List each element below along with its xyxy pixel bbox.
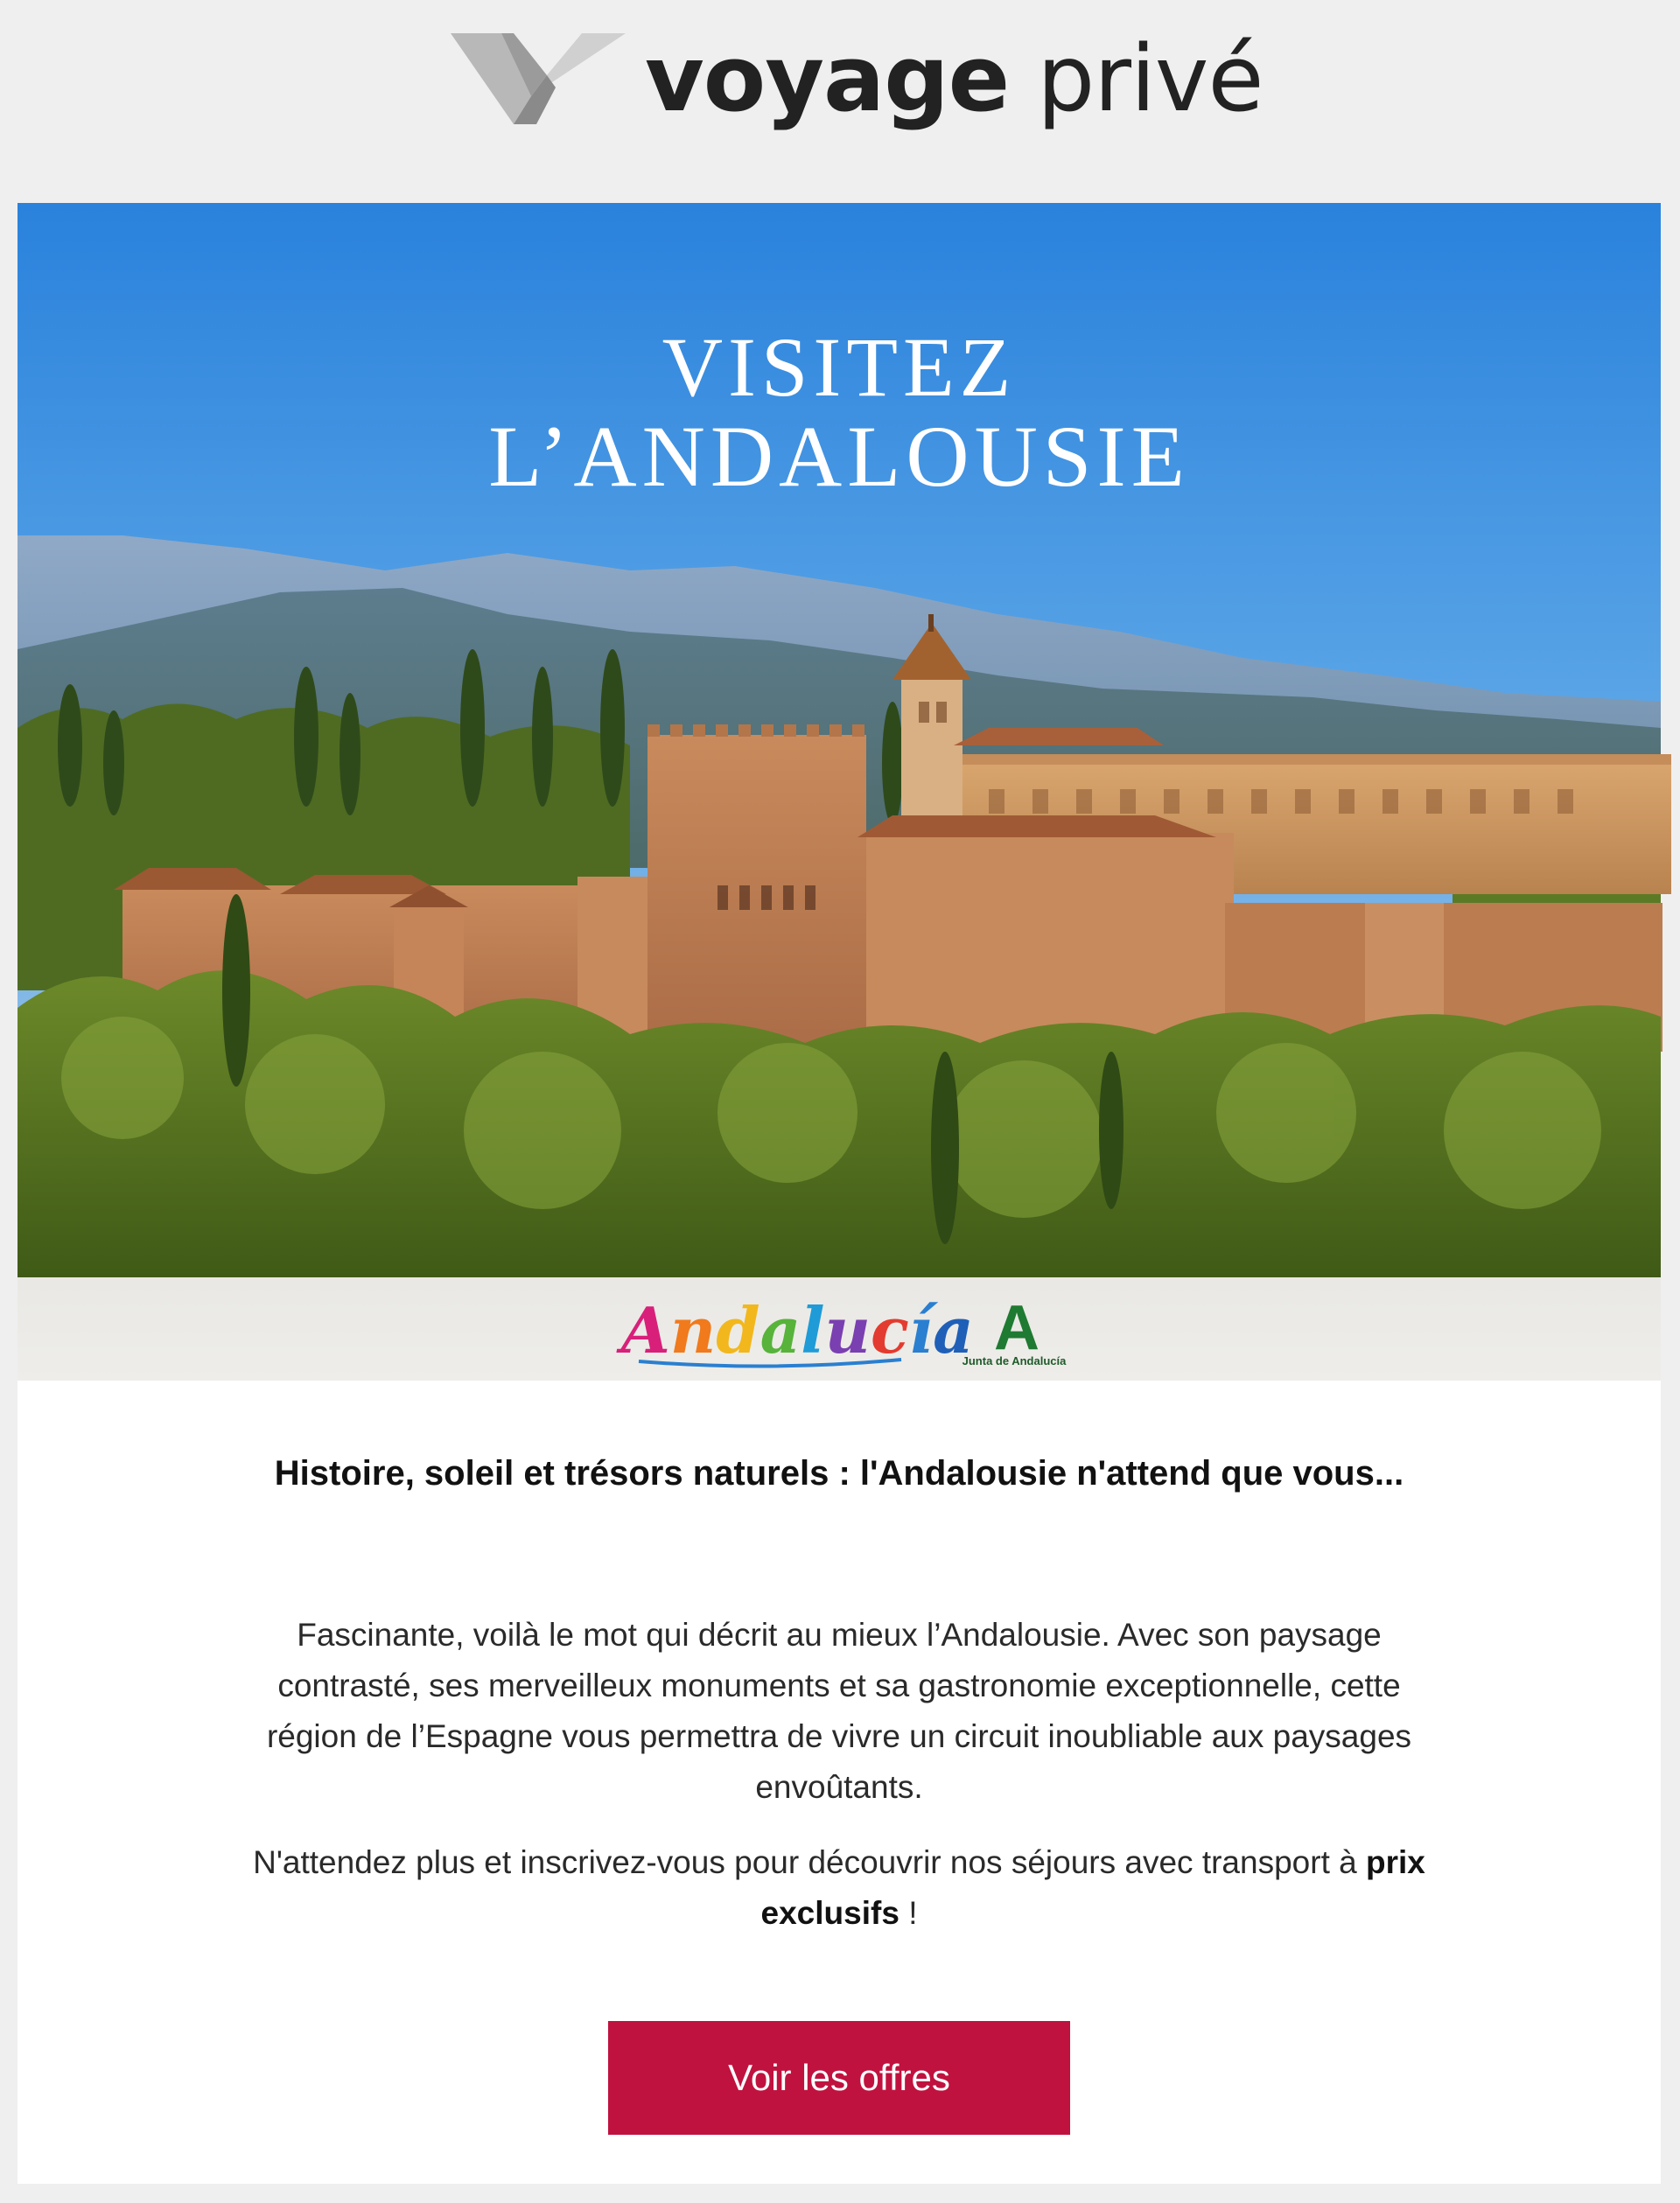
partner-logos-strip: [18, 1277, 1661, 1381]
voyage-prive-v-logo-icon: [451, 26, 626, 131]
paragraph2-bold: prix exclusifs: [760, 1844, 1425, 1931]
andalucia-logo[interactable]: [621, 1291, 974, 1370]
content-paragraph-1: Fascinante, voilà le mot qui décrit au mieux l’Andalousie. Avec son paysage contrasté, ses merveilleux monuments et sa gastronomie exceptionnelle, cette région de l’Espagne vous permettra de vivre un circuit inoubliable aux paysages envoûtants.: [266, 1617, 1412, 1805]
content-headline: Histoire, soleil et trésors naturels : l'Andalousie n'attend que vous...: [274, 1454, 1404, 1493]
brand-name: [645, 25, 1264, 132]
hero-title-line2: L’ANDALOUSIE: [488, 408, 1190, 505]
brand-name-part1: voyage: [645, 25, 1010, 132]
junta-caption: Junta de Andalucía: [962, 1354, 1067, 1367]
email-header: [0, 0, 1680, 203]
svg-text:Andalucía: Andalucía: [621, 1293, 974, 1367]
hero-banner[interactable]: [18, 203, 1661, 1277]
content-paragraph-2: [245, 1837, 1433, 1939]
brand-name-part2: privé: [1037, 25, 1264, 132]
junta-logo-letter: A: [994, 1293, 1040, 1363]
email-content: [18, 1381, 1661, 2184]
paragraph2-prefix: N'attendez plus et inscrivez-vous pour découvrir nos séjours avec transport à: [253, 1844, 1357, 1880]
hero-title-line1: VISITEZ: [662, 320, 1017, 414]
voyage-prive-logo[interactable]: [451, 25, 1264, 132]
paragraph2-suffix: !: [908, 1895, 918, 1931]
voir-les-offres-button[interactable]: Voir les offres: [608, 2021, 1070, 2135]
